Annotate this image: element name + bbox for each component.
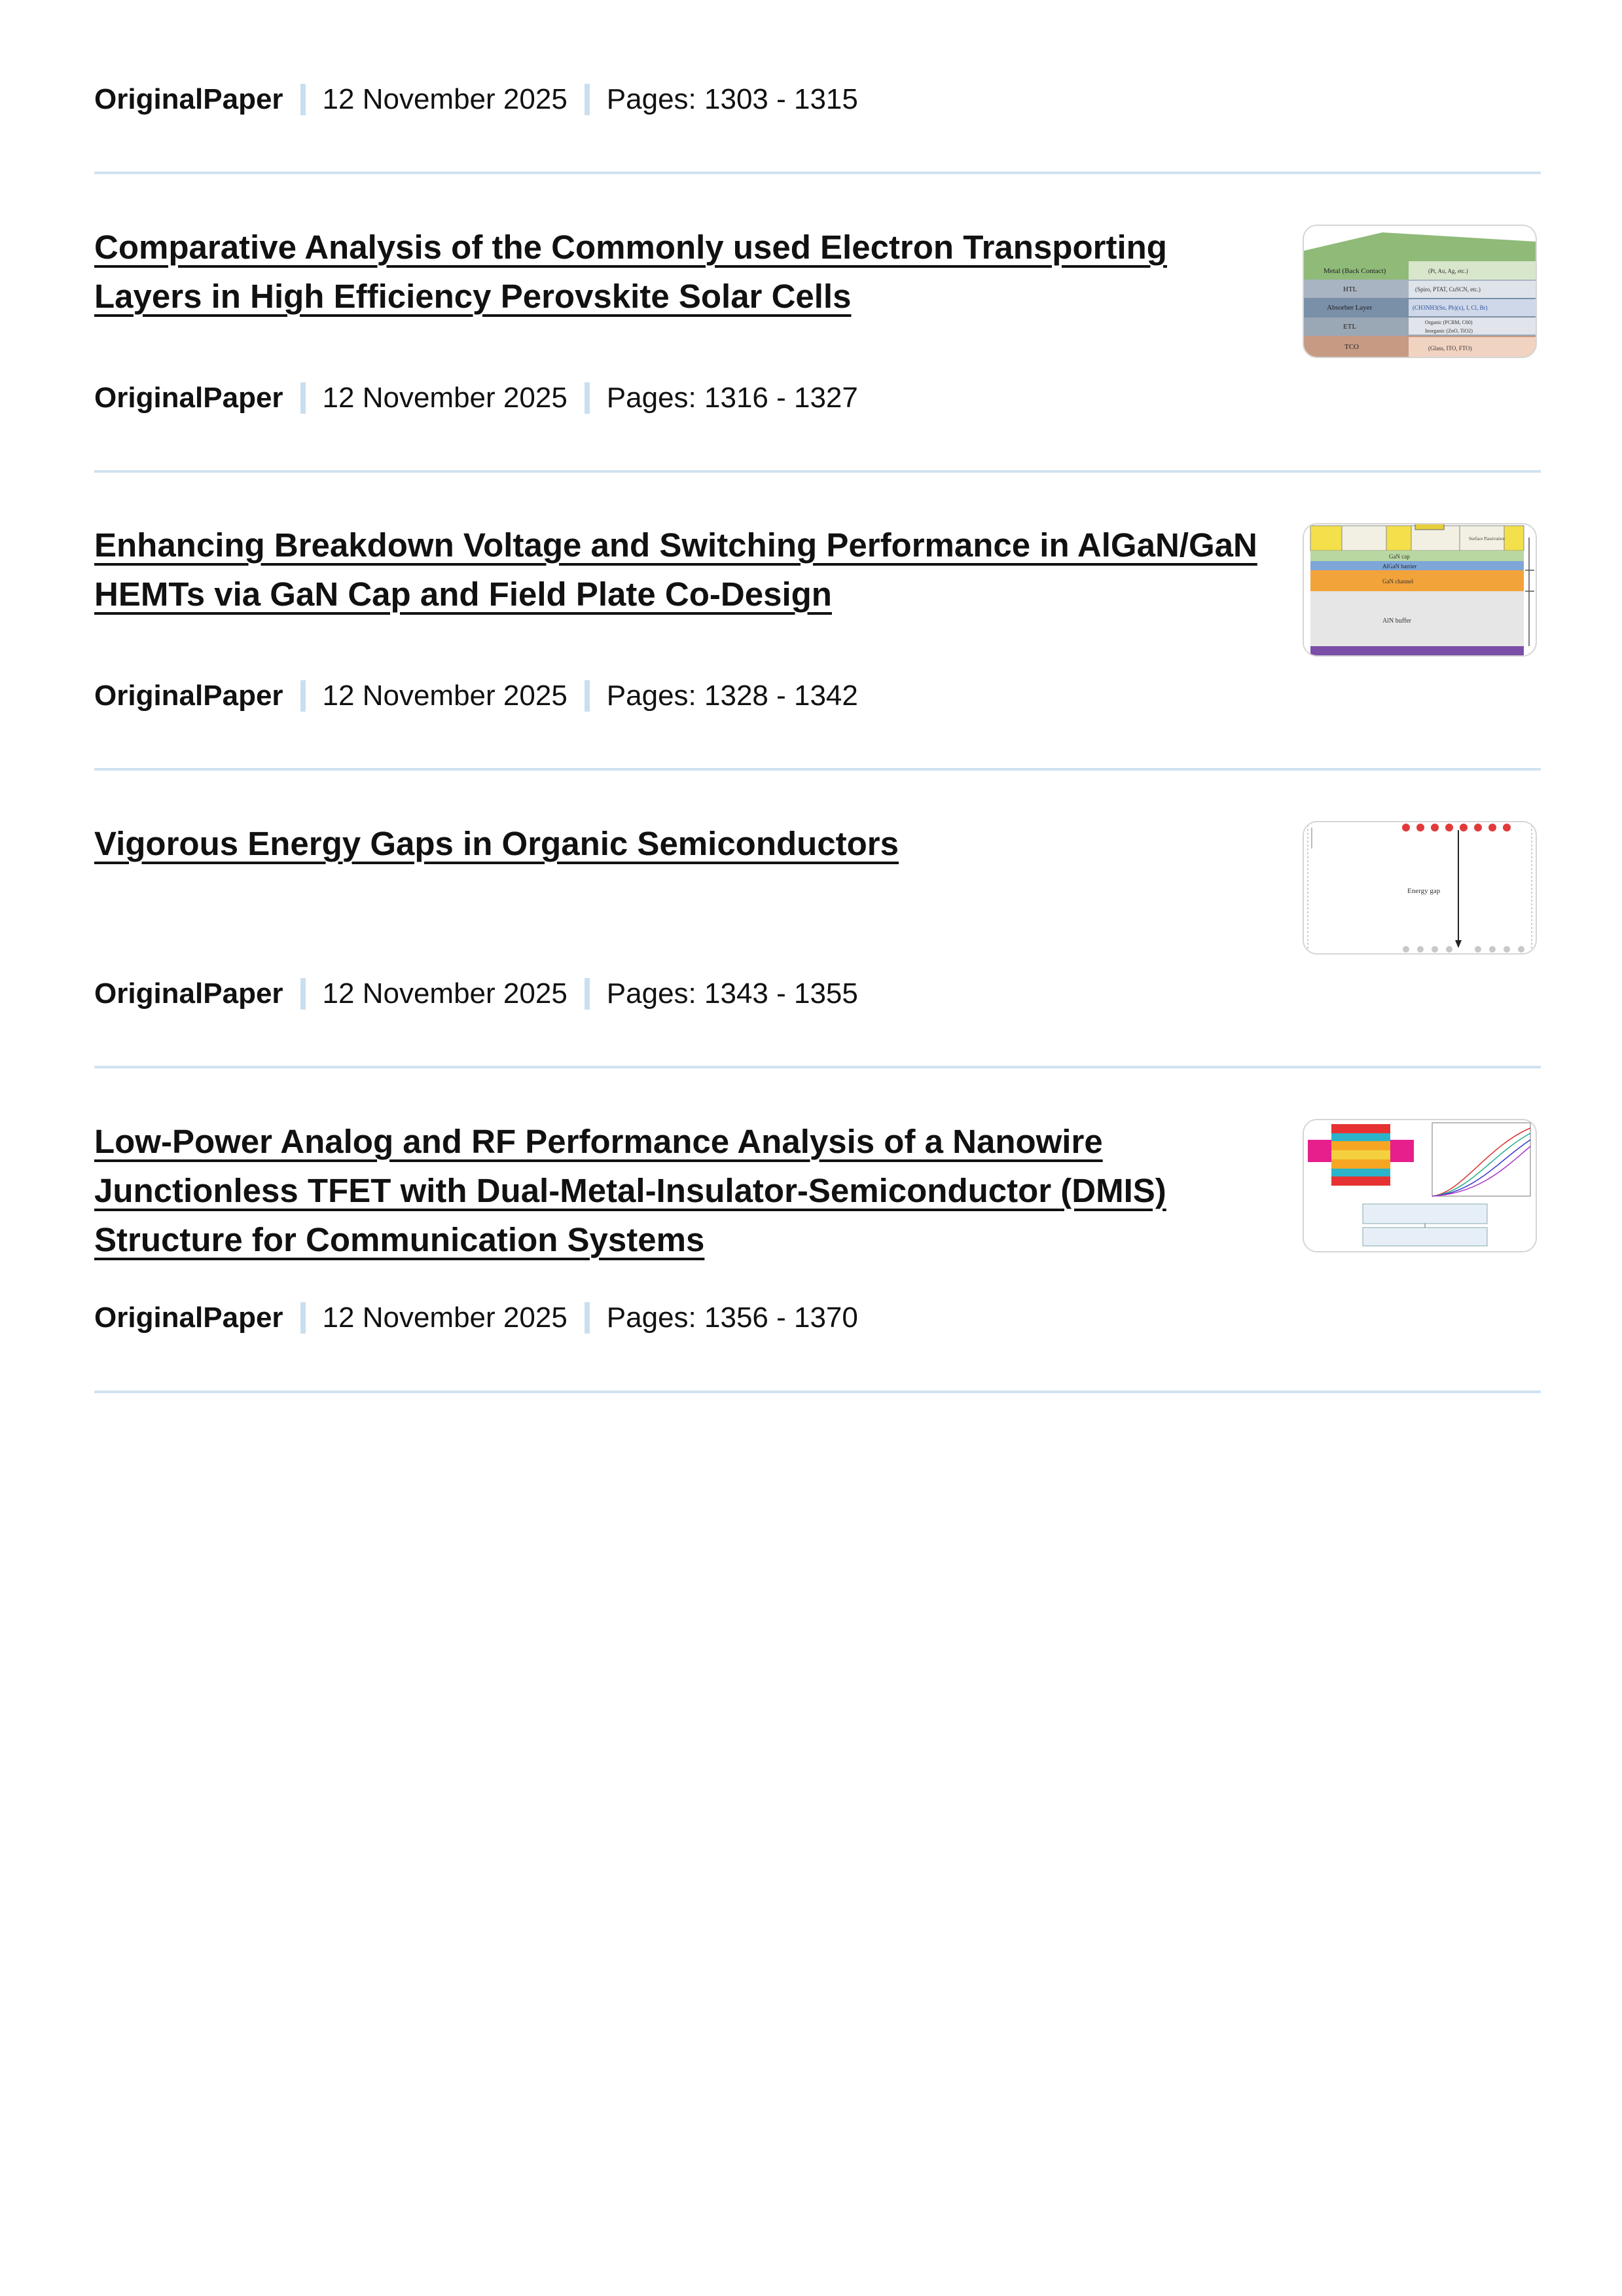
article-title bbox=[94, 1117, 1259, 1264]
page-range: Pages: 1343 - 1355 bbox=[606, 977, 858, 1010]
material-label: Inorganic (ZnO, TiO2) bbox=[1425, 328, 1473, 334]
publication-date: 12 November 2025 bbox=[322, 680, 568, 712]
energy-gap-label: Energy gap bbox=[1407, 887, 1441, 895]
publication-date: 12 November 2025 bbox=[322, 1302, 568, 1334]
page-range: Pages: 1316 - 1327 bbox=[606, 382, 858, 414]
layer-label: Metal (Back Contact) bbox=[1324, 267, 1386, 275]
content-type: OriginalPaper bbox=[94, 382, 283, 414]
article-meta bbox=[94, 378, 858, 418]
material-label: (Pt, Au, Ag, etc.) bbox=[1428, 268, 1468, 274]
energy-gap-figure bbox=[1304, 822, 1536, 953]
material-label: (Spiro, PTAT, CuSCN, etc.) bbox=[1415, 286, 1481, 293]
article-meta bbox=[94, 974, 858, 1013]
layer-label: HTL bbox=[1343, 285, 1358, 293]
meta-separator bbox=[585, 382, 590, 414]
article-title bbox=[94, 520, 1259, 619]
article-title-link[interactable]: Vigorous Energy Gaps in Organic Semiconductors bbox=[94, 825, 899, 862]
content-type: OriginalPaper bbox=[94, 680, 283, 712]
meta-separator bbox=[300, 84, 306, 115]
article-divider bbox=[94, 470, 1541, 473]
meta-separator bbox=[300, 978, 306, 1010]
article-thumbnail[interactable] bbox=[1303, 523, 1537, 657]
structure-label: GaN cap bbox=[1389, 553, 1410, 560]
article-meta bbox=[94, 1298, 858, 1338]
article-title-link[interactable]: Enhancing Breakdown Voltage and Switching Performance in AlGaN/GaN HEMTs via GaN Cap and Field Plate Co-Design bbox=[94, 526, 1257, 613]
article-meta bbox=[94, 80, 858, 119]
meta-separator bbox=[300, 680, 306, 712]
article-divider bbox=[94, 1066, 1541, 1068]
tfet-figure bbox=[1304, 1120, 1536, 1251]
article-title bbox=[94, 819, 1259, 868]
material-label: (Glass, ITO, FTO) bbox=[1428, 345, 1472, 352]
meta-separator bbox=[585, 680, 590, 712]
publication-date: 12 November 2025 bbox=[322, 382, 568, 414]
article-title-link[interactable]: Comparative Analysis of the Commonly used Electron Transporting Layers in High Efficiency Perovskite Solar Cells bbox=[94, 228, 1167, 315]
meta-separator bbox=[300, 382, 306, 414]
content-type: OriginalPaper bbox=[94, 83, 283, 115]
meta-separator bbox=[300, 1302, 306, 1334]
article-divider bbox=[94, 172, 1541, 174]
article-divider bbox=[94, 1391, 1541, 1393]
article-thumbnail[interactable] bbox=[1303, 821, 1537, 955]
layer-label: Absorber Layer bbox=[1327, 304, 1373, 312]
structure-label: AlGaN barrier bbox=[1382, 563, 1417, 570]
page-range: Pages: 1303 - 1315 bbox=[606, 83, 858, 115]
meta-separator bbox=[585, 1302, 590, 1334]
article-divider bbox=[94, 768, 1541, 771]
page-range: Pages: 1356 - 1370 bbox=[606, 1302, 858, 1334]
structure-label: Surface Passivation bbox=[1469, 536, 1505, 541]
perovskite-layers-figure bbox=[1304, 226, 1536, 357]
content-type: OriginalPaper bbox=[94, 977, 283, 1010]
page-range: Pages: 1328 - 1342 bbox=[606, 680, 858, 712]
layer-label: TCO bbox=[1344, 343, 1359, 351]
meta-separator bbox=[585, 978, 590, 1010]
article-title bbox=[94, 223, 1259, 321]
material-label: (CH3NH3(Sn, Pb)(x), I, Cl, Br) bbox=[1413, 304, 1488, 311]
publication-date: 12 November 2025 bbox=[322, 977, 568, 1010]
article-thumbnail[interactable] bbox=[1303, 225, 1537, 358]
article-thumbnail[interactable] bbox=[1303, 1119, 1537, 1252]
article-meta bbox=[94, 676, 858, 716]
meta-separator bbox=[585, 84, 590, 115]
content-type: OriginalPaper bbox=[94, 1302, 283, 1334]
layer-label: ETL bbox=[1343, 323, 1357, 331]
publication-date: 12 November 2025 bbox=[322, 83, 568, 115]
material-label: Organic (PCBM, C60) bbox=[1425, 319, 1473, 325]
hemt-structure-figure bbox=[1304, 524, 1536, 655]
structure-label: AlN buffer bbox=[1382, 617, 1411, 625]
structure-label: GaN channel bbox=[1382, 578, 1414, 585]
article-title-link[interactable]: Low-Power Analog and RF Performance Analysis of a Nanowire Junctionless TFET with Dual-Metal-Insulator-Semiconductor (DMIS) Structure for Communication Systems bbox=[94, 1123, 1166, 1258]
